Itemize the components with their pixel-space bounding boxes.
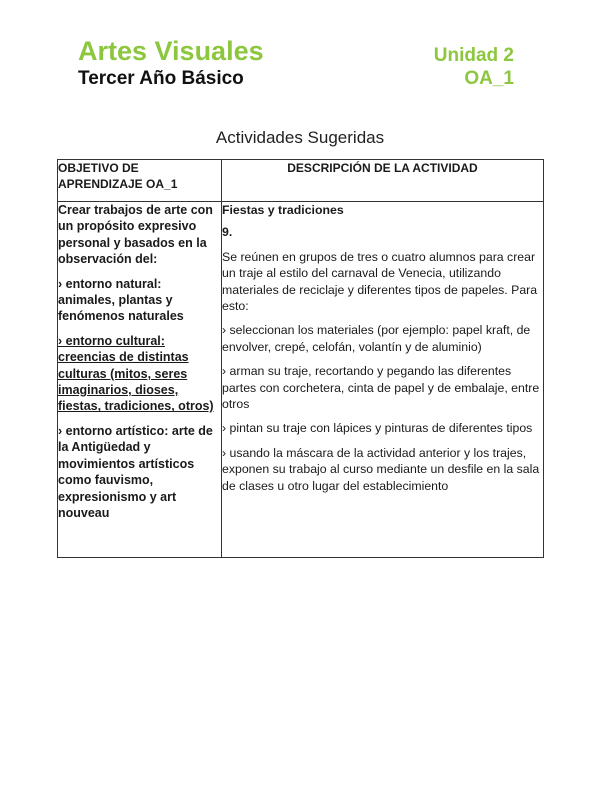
objective-natural: › entorno natural: animales, plantas y fenómenos naturales — [58, 276, 184, 324]
objective-cell — [58, 202, 222, 558]
objective-code: OA_1 — [464, 68, 514, 89]
unit-label: Unidad 2 — [433, 45, 514, 66]
table-row — [58, 202, 544, 558]
objective-artistic: › entorno artístico: arte de la Antigüedad y movimientos artísticos como fauvismo, expresionismo y art nouveau — [58, 423, 213, 520]
objective-cultural: › entorno cultural: creencias de distintas culturas (mitos, seres imaginarios, dioses, fiestas, tradiciones, otros) — [58, 333, 214, 414]
table-header-row — [58, 160, 544, 202]
header-right — [434, 44, 514, 90]
activity-title: Fiestas y tradiciones — [222, 203, 344, 217]
activity-intro: Se reúnen en grupos de tres o cuatro alumnos para crear un traje al estilo del carnaval de Venecia, utilizando materiales de reciclaje y diferentes tipos de papeles. Para esto: — [222, 249, 538, 314]
activity-step: › usando la máscara de la actividad anterior y los trajes, exponen su trabajo al curso mediante un desfile en la sala de clases u otro lugar del establecimiento — [222, 445, 540, 493]
activities-table — [57, 159, 544, 558]
activity-step: › pintan su traje con lápices y pinturas de diferentes tipos — [222, 421, 533, 436]
activity-step: › seleccionan los materiales (por ejemplo: papel kraft, de envolver, crepé, celofán, volantín y de aluminio) — [222, 323, 531, 354]
grade-title: Tercer Año Básico — [78, 68, 244, 89]
section-title: Actividades Sugeridas — [215, 128, 385, 147]
objective-intro: Crear trabajos de arte con un propósito expresivo personal y basados en la observación del: — [58, 203, 213, 267]
activity-number: 9. — [222, 225, 233, 240]
description-column-header: DESCRIPCIÓN DE LA ACTIVIDAD — [222, 160, 544, 202]
subject-title: Artes Visuales — [78, 36, 264, 66]
description-cell — [222, 202, 544, 558]
activity-step: › arman su traje, recortando y pegando las diferentes partes con corchetera, cinta de papel y de embalaje, entre otros — [222, 364, 540, 412]
objective-column-header: OBJETIVO DE APRENDIZAJE OA_1 — [58, 160, 222, 202]
header-left — [78, 36, 264, 90]
